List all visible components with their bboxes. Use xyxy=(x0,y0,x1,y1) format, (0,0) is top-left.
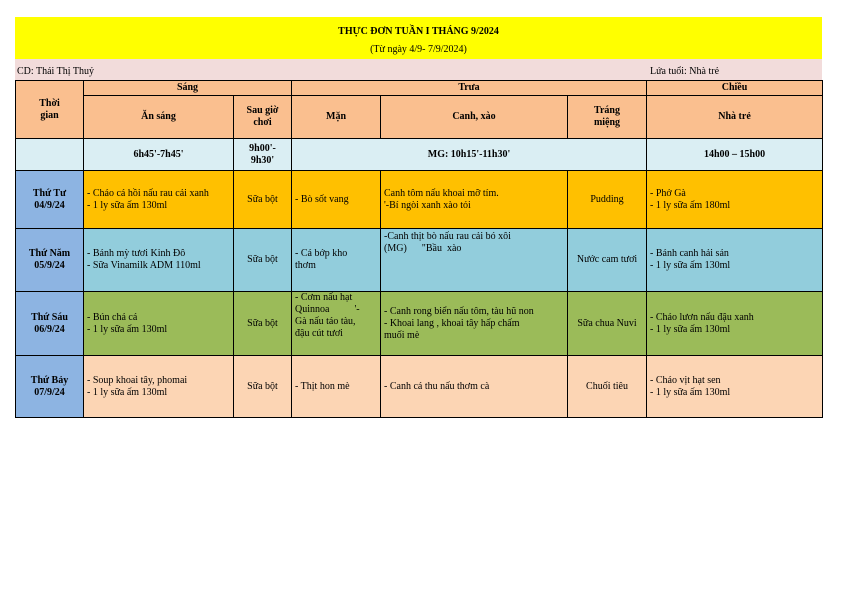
breakfast-cell xyxy=(84,356,234,418)
day-cell xyxy=(16,171,84,229)
menu-line: đậu cút tươi xyxy=(295,328,343,339)
main-dish-cell xyxy=(292,356,381,418)
menu-line: - Bánh canh hải sản xyxy=(650,248,729,259)
noon-header: Trưa xyxy=(292,81,647,96)
menu-line: - 1 ly sữa ấm 130ml xyxy=(87,323,168,335)
page-subtitle: (Từ ngày 4/9- 7/9/2024) xyxy=(370,44,467,55)
day-date: 06/9/24 xyxy=(34,323,65,335)
menu-line: - 1 ly sữa ấm 130ml xyxy=(650,260,731,271)
soup-stirfry-cell xyxy=(381,171,568,229)
column-header-row xyxy=(16,96,823,139)
title-band xyxy=(15,17,822,59)
breakfast-cell xyxy=(84,292,234,356)
menu-line: - Bún chả cá xyxy=(87,311,138,323)
menu-line: - Bánh mỳ tươi Kinh Đô xyxy=(87,248,186,259)
menu-line: - Canh rong biển nấu tôm, tàu hũ non xyxy=(384,305,534,317)
nursery-cell xyxy=(647,292,823,356)
snack-time-line: 9h00'- xyxy=(249,142,276,154)
menu-line: - Phở Gà xyxy=(650,187,686,199)
snack-header xyxy=(234,96,292,139)
nursery-cell xyxy=(647,356,823,418)
main-dish-cell xyxy=(292,171,381,229)
lunch-time: MG: 10h15'-11h30' xyxy=(292,139,647,171)
snack-header-line: chơi xyxy=(253,117,272,128)
breakfast-cell xyxy=(84,171,234,229)
table-row xyxy=(16,292,823,356)
menu-line: Canh tôm nấu khoai mỡ tím. xyxy=(384,187,499,199)
main-dish-cell xyxy=(292,229,381,292)
snack-time xyxy=(234,139,292,171)
menu-line: - Canh cá thu nấu thơm cà xyxy=(384,380,490,392)
soup-stirfry-cell xyxy=(381,229,568,292)
dessert-cell: Nước cam tươi xyxy=(568,229,647,292)
menu-line: - Soup khoai tây, phomai xyxy=(87,374,188,386)
meal-group-header-row xyxy=(16,81,823,96)
menu-line: - Sữa Vinamilk ADM 110ml xyxy=(87,260,201,271)
table-row xyxy=(16,356,823,418)
info-band xyxy=(15,59,822,80)
menu-line: Gà nấu táo tàu, xyxy=(295,316,356,327)
menu-line: Quinnoa '- xyxy=(295,304,360,315)
nursery-header: Nhà trẻ xyxy=(647,96,823,139)
dessert-header-line: miệng xyxy=(593,117,621,128)
day-date: 05/9/24 xyxy=(34,260,65,271)
menu-line: - 1 ly sữa ấm 130ml xyxy=(87,386,168,398)
soup-stirfry-cell xyxy=(381,292,568,356)
menu-line: - Khoai lang , khoai tây hấp chấm xyxy=(384,317,520,329)
table-row xyxy=(16,171,823,229)
table-row xyxy=(16,229,823,292)
menu-line: - 1 ly sữa ấm 130ml xyxy=(87,199,168,211)
teacher-label: CD: Thái Thị Thuỷ xyxy=(17,66,94,77)
age-group-label: Lứa tuổi: Nhà trẻ xyxy=(650,66,720,77)
snack-header-line: Sau giờ xyxy=(246,105,279,116)
snack-cell: Sữa bột xyxy=(234,356,292,418)
breakfast-cell xyxy=(84,229,234,292)
day-cell xyxy=(16,229,84,292)
breakfast-header: Ăn sáng xyxy=(84,96,234,139)
dessert-cell: Pudding xyxy=(568,171,647,229)
menu-line: - Cháo lươn nấu đậu xanh xyxy=(650,311,754,323)
breakfast-time: 6h45'-7h45' xyxy=(84,139,234,171)
menu-table xyxy=(15,80,823,418)
time-label-line: Thời xyxy=(39,97,60,109)
soup-stirfry-cell xyxy=(381,356,568,418)
time-label-cell xyxy=(16,81,84,139)
day-date: 04/9/24 xyxy=(34,199,65,211)
menu-line: - Cá bớp kho xyxy=(295,248,348,259)
dessert-cell: Chuối tiêu xyxy=(568,356,647,418)
page-title: THỰC ĐƠN TUẦN I THÁNG 9/2024 xyxy=(338,26,499,37)
afternoon-header: Chiều xyxy=(647,81,823,96)
snack-time-line: 9h30' xyxy=(250,154,275,166)
day-name: Thứ Năm xyxy=(28,248,71,259)
time-label-line: gian xyxy=(40,109,59,121)
afternoon-time: 14h00 – 15h00 xyxy=(647,139,823,171)
day-name: Thứ Bảy xyxy=(30,374,69,386)
dessert-header xyxy=(568,96,647,139)
day-date: 07/9/24 xyxy=(34,386,65,398)
menu-line: - Bò sốt vang xyxy=(295,193,349,205)
menu-line: - Thịt hon mè xyxy=(295,380,350,392)
main-dish-cell xyxy=(292,292,381,356)
time-row-blank xyxy=(16,139,84,171)
menu-line: muối mè xyxy=(384,329,420,341)
day-name: Thứ Tư xyxy=(32,187,67,199)
day-name: Thứ Sáu xyxy=(31,311,68,323)
menu-line: - Cháo vịt hạt sen xyxy=(650,374,721,386)
day-cell xyxy=(16,356,84,418)
menu-line: - 1 ly sữa ấm 130ml xyxy=(650,323,731,335)
morning-header: Sáng xyxy=(84,81,292,96)
snack-cell: Sữa bột xyxy=(234,171,292,229)
menu-line: -Canh thịt bò nấu rau cải bó xôi xyxy=(384,231,511,242)
soup-stirfry-header: Canh, xào xyxy=(381,96,568,139)
menu-line: (MG) "Bầu xào xyxy=(384,243,462,254)
day-cell xyxy=(16,292,84,356)
menu-line: - Cháo cá hồi nấu rau cải xanh xyxy=(87,187,209,199)
nursery-cell xyxy=(647,229,823,292)
menu-line: - 1 ly sữa ấm 130ml xyxy=(650,386,731,398)
menu-line: '-Bí ngòi xanh xào tỏi xyxy=(384,199,471,211)
time-row xyxy=(16,139,823,171)
nursery-cell xyxy=(647,171,823,229)
menu-line: - Cơm nấu hạt xyxy=(295,292,353,303)
snack-cell: Sữa bột xyxy=(234,292,292,356)
dessert-cell: Sữa chua Nuvi xyxy=(568,292,647,356)
menu-line: - 1 ly sữa ấm 180ml xyxy=(650,199,731,211)
dessert-header-line: Tráng xyxy=(594,105,620,116)
menu-line: thơm xyxy=(295,260,316,271)
snack-cell: Sữa bột xyxy=(234,229,292,292)
main-dish-header: Mặn xyxy=(292,96,381,139)
